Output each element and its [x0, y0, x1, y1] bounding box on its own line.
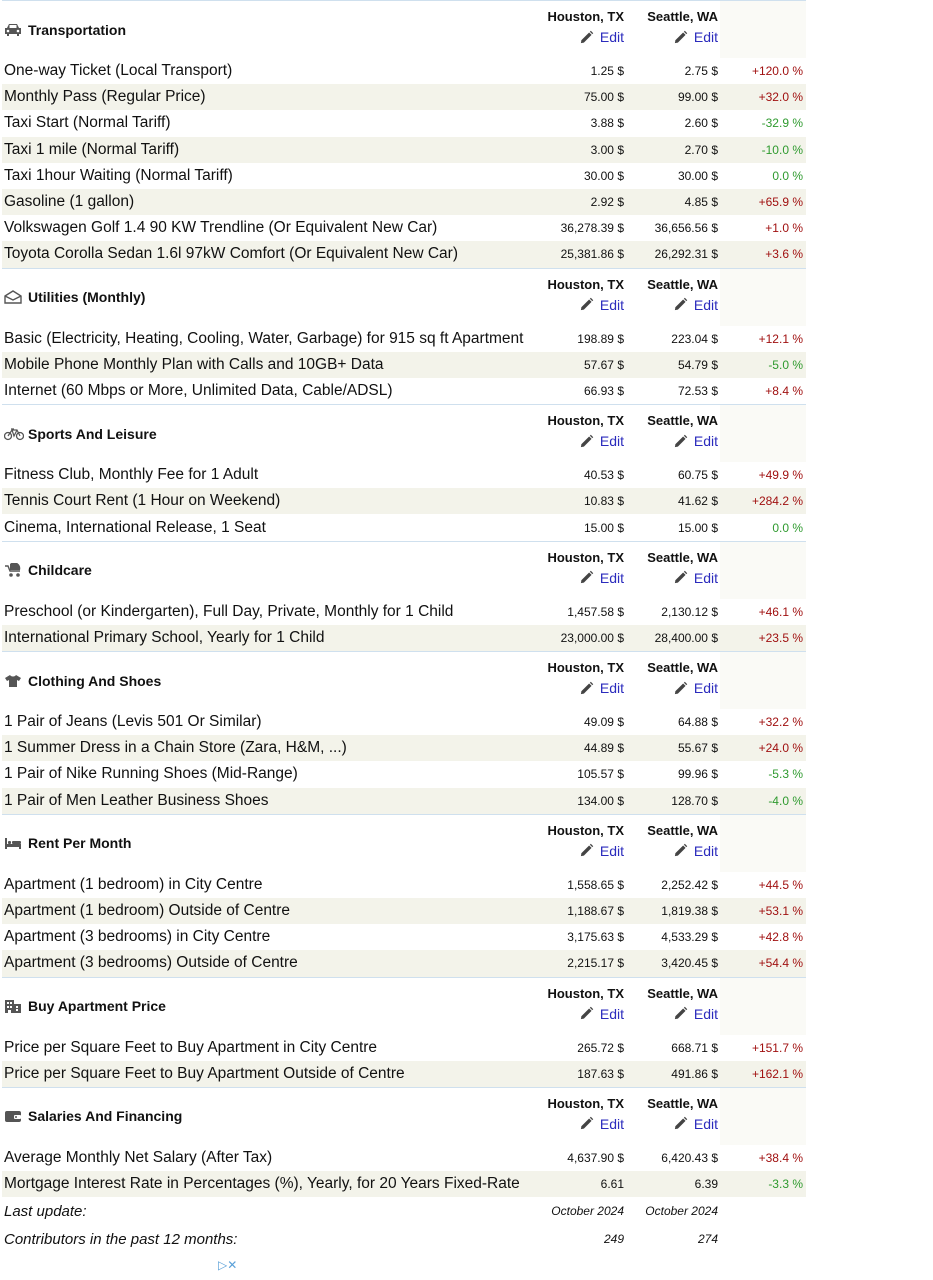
edit-link[interactable]	[673, 568, 718, 588]
bed-icon	[4, 836, 22, 850]
price-city-b: 2.60 $	[626, 110, 720, 136]
section-title	[2, 814, 544, 872]
city-a-header	[544, 977, 626, 1035]
edit-label[interactable]: Edit	[693, 1005, 718, 1022]
section-title	[2, 1, 544, 59]
edit-label[interactable]: Edit	[693, 569, 718, 586]
table-row	[2, 215, 806, 241]
comparison-table-container	[2, 0, 806, 1253]
header-spacer	[720, 405, 806, 463]
section-title-text: Utilities (Monthly)	[28, 289, 146, 305]
city-name: Seattle, WA	[647, 660, 718, 675]
edit-label[interactable]: Edit	[693, 1115, 718, 1132]
price-city-a: 134.00 $	[544, 788, 626, 815]
cost-comparison-table	[2, 0, 806, 1253]
item-name: Basic (Electricity, Heating, Cooling, Water, Garbage) for 915 sq ft Apartment	[2, 326, 544, 352]
ad-choices-icon[interactable]: ▷✕	[218, 1258, 238, 1272]
price-city-a: 36,278.39 $	[544, 215, 626, 241]
price-city-b: 128.70 $	[626, 788, 720, 815]
table-row	[2, 110, 806, 136]
city-name: Houston, TX	[547, 276, 624, 292]
price-city-b: 41.62 $	[626, 488, 720, 514]
city-b-header	[626, 405, 720, 463]
city-name: Houston, TX	[547, 9, 624, 24]
price-difference: +42.8 %	[720, 924, 806, 950]
city-a-header	[544, 652, 626, 710]
price-difference: +3.6 %	[720, 241, 806, 268]
stroller-icon	[4, 563, 22, 577]
price-city-a: 4,637.90 $	[544, 1145, 626, 1171]
section-header	[2, 977, 806, 1035]
edit-link[interactable]	[673, 27, 718, 47]
edit-label[interactable]: Edit	[599, 1005, 624, 1022]
price-city-b: 99.00 $	[626, 84, 720, 110]
city-b-header	[626, 268, 720, 326]
item-name: International Primary School, Yearly for 1 Child	[2, 625, 544, 652]
city-a-header	[544, 814, 626, 872]
pencil-icon	[673, 681, 688, 696]
price-city-a: 66.93 $	[544, 378, 626, 405]
utilities-icon	[4, 290, 22, 304]
last-update-label: Last update:	[4, 1202, 87, 1220]
header-spacer	[720, 1, 806, 59]
section-header	[2, 652, 806, 710]
item-name: Taxi 1 mile (Normal Tariff)	[2, 137, 544, 163]
item-name: Monthly Pass (Regular Price)	[2, 84, 544, 110]
city-name: Houston, TX	[547, 822, 624, 838]
contributors-city-a: 249	[603, 1232, 624, 1247]
table-row	[2, 872, 806, 898]
pencil-icon	[579, 1116, 594, 1131]
price-difference: -10.0 %	[720, 137, 806, 163]
table-row	[2, 137, 806, 163]
price-city-b: 60.75 $	[626, 462, 720, 488]
price-city-a: 23,000.00 $	[544, 625, 626, 652]
price-difference: +162.1 %	[720, 1061, 806, 1088]
price-city-a: 75.00 $	[544, 84, 626, 110]
tshirt-icon	[4, 674, 22, 688]
item-name: Taxi Start (Normal Tariff)	[2, 110, 544, 136]
pencil-icon	[673, 1006, 688, 1021]
section-title	[2, 268, 544, 326]
city-name: Houston, TX	[547, 1095, 624, 1111]
last-update-row	[2, 1197, 806, 1225]
header-spacer	[720, 541, 806, 599]
table-row	[2, 1171, 806, 1197]
price-city-b: 2.75 $	[626, 58, 720, 84]
header-spacer	[720, 652, 806, 710]
pencil-icon	[579, 297, 594, 312]
price-city-b: 1,819.38 $	[626, 898, 720, 924]
pencil-icon	[579, 570, 594, 585]
item-name: Apartment (3 bedrooms) Outside of Centre	[2, 950, 544, 977]
price-city-b: 26,292.31 $	[626, 241, 720, 268]
pencil-icon	[579, 681, 594, 696]
item-name: Average Monthly Net Salary (After Tax)	[2, 1145, 544, 1171]
section-title	[2, 977, 544, 1035]
price-city-b: 6,420.43 $	[626, 1145, 720, 1171]
price-city-a: 1.25 $	[544, 58, 626, 84]
table-row	[2, 625, 806, 652]
edit-label[interactable]: Edit	[693, 842, 718, 859]
price-city-a: 1,457.58 $	[544, 599, 626, 625]
table-row	[2, 488, 806, 514]
last-update-city-b: October 2024	[645, 1204, 718, 1219]
price-difference: -5.3 %	[720, 761, 806, 787]
price-city-b: 668.71 $	[626, 1035, 720, 1061]
car-icon	[4, 23, 22, 37]
building-icon	[4, 999, 22, 1013]
edit-label[interactable]: Edit	[693, 433, 718, 450]
city-name: Seattle, WA	[647, 549, 718, 565]
bicycle-icon	[4, 427, 22, 441]
item-name: Preschool (or Kindergarten), Full Day, Private, Monthly for 1 Child	[2, 599, 544, 625]
edit-link[interactable]	[579, 295, 624, 315]
price-city-b: 6.39	[626, 1171, 720, 1197]
city-b-header	[626, 1087, 720, 1145]
table-row	[2, 326, 806, 352]
price-city-a: 3.00 $	[544, 137, 626, 163]
price-city-a: 40.53 $	[544, 462, 626, 488]
table-row	[2, 1035, 806, 1061]
price-city-a: 1,558.65 $	[544, 872, 626, 898]
price-city-b: 4,533.29 $	[626, 924, 720, 950]
city-name: Houston, TX	[547, 549, 624, 565]
price-difference: +284.2 %	[720, 488, 806, 514]
pencil-icon	[673, 570, 688, 585]
pencil-icon	[673, 1116, 688, 1131]
item-name: Apartment (1 bedroom) in City Centre	[2, 872, 544, 898]
pencil-icon	[673, 843, 688, 858]
header-spacer	[720, 1087, 806, 1145]
table-row	[2, 599, 806, 625]
city-a-header	[544, 541, 626, 599]
pencil-icon	[673, 297, 688, 312]
section-title-text: Rent Per Month	[28, 835, 132, 852]
section-title	[2, 1087, 544, 1145]
item-name: 1 Pair of Jeans (Levis 501 Or Similar)	[2, 709, 544, 735]
price-city-a: 2,215.17 $	[544, 950, 626, 977]
item-name: Fitness Club, Monthly Fee for 1 Adult	[2, 462, 544, 488]
pencil-icon	[673, 30, 688, 45]
price-city-b: 2,252.42 $	[626, 872, 720, 898]
price-city-a: 1,188.67 $	[544, 898, 626, 924]
table-row	[2, 58, 806, 84]
city-b-header	[626, 814, 720, 872]
price-city-b: 72.53 $	[626, 378, 720, 405]
table-row	[2, 462, 806, 488]
price-city-b: 223.04 $	[626, 326, 720, 352]
price-city-a: 2.92 $	[544, 189, 626, 215]
last-update-city-a: October 2024	[551, 1204, 624, 1219]
city-b-header	[626, 1, 720, 59]
price-difference: +8.4 %	[720, 378, 806, 405]
edit-label[interactable]: Edit	[599, 842, 624, 859]
item-name: Cinema, International Release, 1 Seat	[2, 514, 544, 541]
item-name: Apartment (1 bedroom) Outside of Centre	[2, 898, 544, 924]
item-name: Apartment (3 bedrooms) in City Centre	[2, 924, 544, 950]
item-name: Gasoline (1 gallon)	[2, 189, 544, 215]
price-difference: +65.9 %	[720, 189, 806, 215]
edit-link[interactable]	[673, 678, 718, 698]
city-a-header	[544, 1, 626, 59]
price-city-b: 4.85 $	[626, 189, 720, 215]
edit-link[interactable]	[579, 431, 624, 451]
edit-link[interactable]	[579, 1004, 624, 1024]
city-name: Seattle, WA	[647, 276, 718, 292]
price-difference: +53.1 %	[720, 898, 806, 924]
pencil-icon	[673, 434, 688, 449]
price-city-a: 187.63 $	[544, 1061, 626, 1088]
item-name: Toyota Corolla Sedan 1.6l 97kW Comfort (Or Equivalent New Car)	[2, 241, 544, 268]
price-city-a: 198.89 $	[544, 326, 626, 352]
price-difference: +120.0 %	[720, 58, 806, 84]
section-title-text: Sports And Leisure	[28, 425, 157, 442]
edit-link[interactable]	[673, 841, 718, 861]
price-difference: +12.1 %	[720, 326, 806, 352]
edit-link[interactable]	[673, 1114, 718, 1134]
city-a-header	[544, 1087, 626, 1145]
price-city-a: 10.83 $	[544, 488, 626, 514]
table-row	[2, 924, 806, 950]
contributors-label: Contributors in the past 12 months:	[4, 1230, 238, 1248]
city-b-header	[626, 541, 720, 599]
table-row	[2, 189, 806, 215]
price-difference: +49.9 %	[720, 462, 806, 488]
header-spacer	[720, 977, 806, 1035]
edit-link[interactable]	[579, 1114, 624, 1134]
city-name: Houston, TX	[547, 985, 624, 1001]
city-a-header	[544, 405, 626, 463]
price-difference: -4.0 %	[720, 788, 806, 815]
price-city-b: 491.86 $	[626, 1061, 720, 1088]
price-city-a: 49.09 $	[544, 709, 626, 735]
edit-link[interactable]	[579, 678, 624, 698]
edit-link[interactable]	[673, 295, 718, 315]
table-row	[2, 898, 806, 924]
city-name: Seattle, WA	[647, 9, 718, 24]
edit-label[interactable]: Edit	[693, 29, 718, 45]
price-difference: +46.1 %	[720, 599, 806, 625]
price-difference: +54.4 %	[720, 950, 806, 977]
wallet-icon	[4, 1109, 22, 1123]
price-difference: +32.2 %	[720, 709, 806, 735]
edit-label[interactable]: Edit	[599, 1115, 624, 1132]
section-header	[2, 1087, 806, 1145]
item-name: Internet (60 Mbps or More, Unlimited Data, Cable/ADSL)	[2, 378, 544, 405]
price-difference: +151.7 %	[720, 1035, 806, 1061]
pencil-icon	[579, 434, 594, 449]
price-difference: +32.0 %	[720, 84, 806, 110]
price-city-b: 36,656.56 $	[626, 215, 720, 241]
item-name: 1 Pair of Nike Running Shoes (Mid-Range)	[2, 761, 544, 787]
price-city-a: 44.89 $	[544, 735, 626, 761]
price-city-b: 99.96 $	[626, 761, 720, 787]
table-row	[2, 1061, 806, 1088]
section-title-text: Salaries And Financing	[28, 1108, 183, 1125]
price-difference: -3.3 %	[720, 1171, 806, 1197]
table-row	[2, 163, 806, 189]
city-name: Seattle, WA	[647, 1095, 718, 1111]
edit-label[interactable]: Edit	[693, 680, 718, 696]
section-header	[2, 814, 806, 872]
price-city-b: 64.88 $	[626, 709, 720, 735]
section-header	[2, 405, 806, 463]
item-name: Mobile Phone Monthly Plan with Calls and 10GB+ Data	[2, 352, 544, 378]
city-name: Houston, TX	[547, 413, 624, 429]
table-row	[2, 514, 806, 541]
edit-label[interactable]: Edit	[599, 296, 624, 313]
price-difference: +38.4 %	[720, 1145, 806, 1171]
edit-label[interactable]: Edit	[693, 296, 718, 313]
item-name: Price per Square Feet to Buy Apartment Outside of Centre	[2, 1061, 544, 1088]
price-difference: +44.5 %	[720, 872, 806, 898]
edit-link[interactable]	[579, 841, 624, 861]
edit-label[interactable]: Edit	[599, 433, 624, 450]
section-title	[2, 652, 544, 710]
section-title-text: Clothing And Shoes	[28, 672, 162, 689]
price-city-a: 3,175.63 $	[544, 924, 626, 950]
section-title	[2, 541, 544, 599]
price-city-a: 105.57 $	[544, 761, 626, 787]
price-city-b: 28,400.00 $	[626, 625, 720, 652]
price-city-b: 15.00 $	[626, 514, 720, 541]
city-b-header	[626, 652, 720, 710]
header-spacer	[720, 268, 806, 326]
edit-link[interactable]	[579, 27, 624, 47]
price-city-a: 15.00 $	[544, 514, 626, 541]
section-title	[2, 405, 544, 463]
edit-link[interactable]	[579, 568, 624, 588]
edit-label[interactable]: Edit	[599, 569, 624, 586]
city-name: Seattle, WA	[647, 413, 718, 429]
price-difference: +1.0 %	[720, 215, 806, 241]
section-header	[2, 1, 806, 59]
item-name: Volkswagen Golf 1.4 90 KW Trendline (Or Equivalent New Car)	[2, 215, 544, 241]
table-row	[2, 352, 806, 378]
price-city-b: 3,420.45 $	[626, 950, 720, 977]
price-difference: 0.0 %	[720, 514, 806, 541]
section-header	[2, 268, 806, 326]
table-row	[2, 1145, 806, 1171]
city-a-header	[544, 268, 626, 326]
table-row	[2, 761, 806, 787]
section-title-text: Buy Apartment Price	[28, 998, 166, 1014]
city-name: Houston, TX	[547, 660, 624, 675]
table-row	[2, 950, 806, 977]
table-row	[2, 241, 806, 268]
price-city-a: 6.61	[544, 1171, 626, 1197]
item-name: Taxi 1hour Waiting (Normal Tariff)	[2, 163, 544, 189]
city-name: Seattle, WA	[647, 985, 718, 1001]
price-city-a: 3.88 $	[544, 110, 626, 136]
price-difference: -5.0 %	[720, 352, 806, 378]
item-name: Mortgage Interest Rate in Percentages (%), Yearly, for 20 Years Fixed-Rate	[2, 1171, 544, 1197]
price-city-b: 55.67 $	[626, 735, 720, 761]
contributors-city-b: 274	[697, 1232, 718, 1247]
pencil-icon	[579, 30, 594, 45]
price-city-a: 30.00 $	[544, 163, 626, 189]
item-name: Price per Square Feet to Buy Apartment in City Centre	[2, 1035, 544, 1061]
price-city-b: 30.00 $	[626, 163, 720, 189]
table-row	[2, 788, 806, 815]
price-city-a: 265.72 $	[544, 1035, 626, 1061]
pencil-icon	[579, 1006, 594, 1021]
pencil-icon	[579, 843, 594, 858]
price-difference: -32.9 %	[720, 110, 806, 136]
table-row	[2, 378, 806, 405]
city-b-header	[626, 977, 720, 1035]
item-name: 1 Summer Dress in a Chain Store (Zara, H&M, ...)	[2, 735, 544, 761]
table-row	[2, 709, 806, 735]
header-spacer	[720, 814, 806, 872]
price-city-a: 25,381.86 $	[544, 241, 626, 268]
edit-link[interactable]	[673, 431, 718, 451]
section-title-text: Childcare	[28, 562, 92, 579]
price-city-a: 57.67 $	[544, 352, 626, 378]
table-row	[2, 84, 806, 110]
price-difference: 0.0 %	[720, 163, 806, 189]
item-name: 1 Pair of Men Leather Business Shoes	[2, 788, 544, 815]
item-name: One-way Ticket (Local Transport)	[2, 58, 544, 84]
price-city-b: 2,130.12 $	[626, 599, 720, 625]
section-title-text: Transportation	[28, 21, 127, 38]
table-row	[2, 735, 806, 761]
price-difference: +24.0 %	[720, 735, 806, 761]
item-name: Tennis Court Rent (1 Hour on Weekend)	[2, 488, 544, 514]
section-header	[2, 541, 806, 599]
edit-link[interactable]	[673, 1004, 718, 1024]
contributors-row	[2, 1225, 806, 1253]
edit-label[interactable]: Edit	[599, 680, 624, 696]
price-city-b: 54.79 $	[626, 352, 720, 378]
price-difference: +23.5 %	[720, 625, 806, 652]
edit-label[interactable]: Edit	[599, 29, 624, 45]
city-name: Seattle, WA	[647, 822, 718, 838]
price-city-b: 2.70 $	[626, 137, 720, 163]
